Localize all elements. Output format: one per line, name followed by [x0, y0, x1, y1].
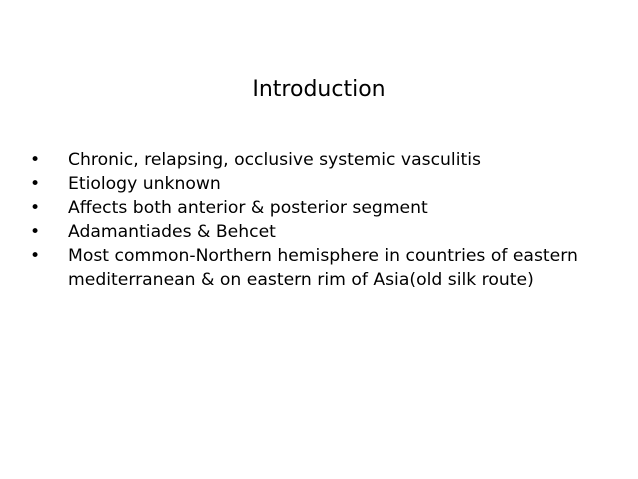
bullet-text: Most common-Northern hemisphere in countries of eastern mediterranean & on eastern rim of Asia(old silk route) — [68, 246, 578, 290]
bullet-item-affects — [30, 196, 600, 220]
bullet-text: Adamantiades & Behcet — [68, 222, 276, 242]
bullet-icon: • — [30, 222, 41, 242]
bullet-item-eponym — [30, 220, 600, 244]
bullet-item-chronic — [30, 148, 600, 172]
bullet-icon: • — [30, 246, 41, 266]
bullet-icon: • — [30, 198, 41, 218]
slide-title: Introduction — [252, 77, 386, 102]
bullet-item-distribution — [30, 244, 600, 292]
bullet-icon: • — [30, 174, 41, 194]
bullet-text: Etiology unknown — [68, 174, 221, 194]
bullet-text: Chronic, relapsing, occlusive systemic vasculitis — [68, 150, 481, 170]
bullet-icon: • — [30, 150, 41, 170]
bullet-text: Affects both anterior & posterior segment — [68, 198, 428, 218]
bullet-item-etiology — [30, 172, 600, 196]
bullet-list — [30, 148, 600, 292]
